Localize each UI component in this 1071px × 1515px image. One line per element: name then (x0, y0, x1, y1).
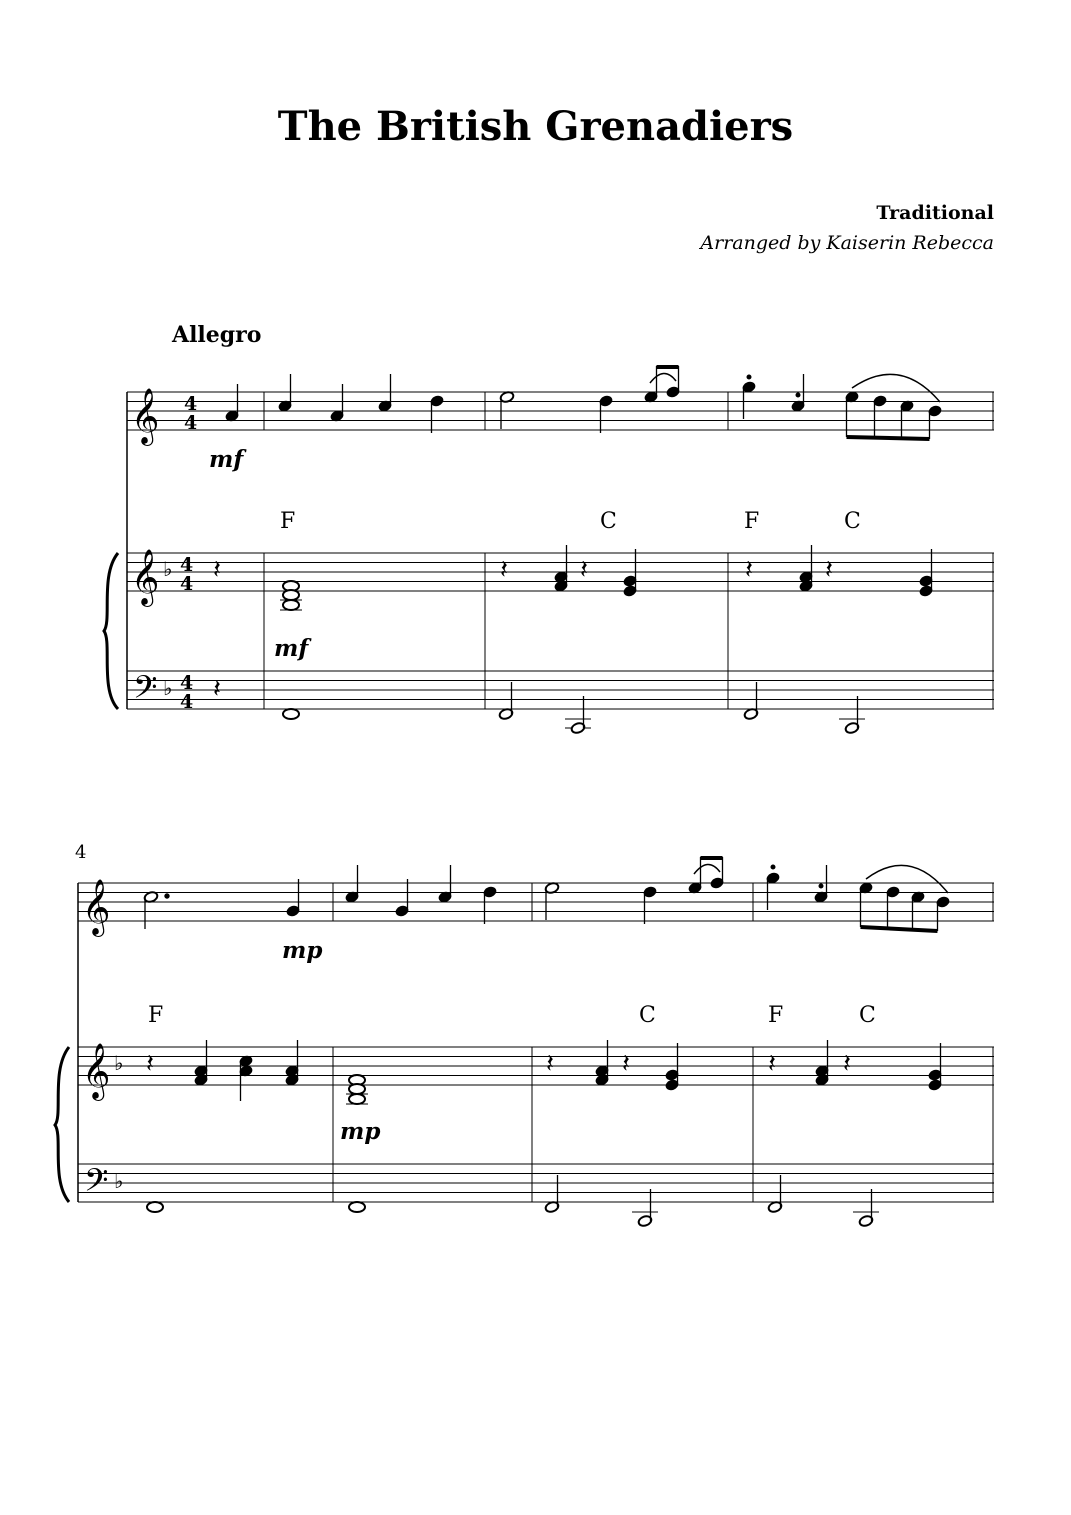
measure-number: 4 (75, 842, 87, 863)
flat-icon: ♭ (114, 1051, 124, 1075)
svg-text:𝄽: 𝄽 (825, 555, 833, 585)
melody-notes-2 (143, 857, 950, 931)
svg-text:𝄽: 𝄽 (843, 1049, 851, 1079)
piano-brace-1 (104, 553, 118, 709)
svg-text:𝄽: 𝄽 (745, 555, 753, 585)
piano-brace-2 (55, 1047, 69, 1202)
treble-clef-icon: 𝄞 (82, 1043, 111, 1099)
treble-clef-icon: 𝄞 (131, 549, 160, 605)
chord-symbol: C (600, 509, 617, 534)
svg-text:𝄽: 𝄽 (546, 1049, 554, 1079)
arranger-credit: Arranged by Kaiserin Rebecca (700, 232, 994, 254)
piano-treble-notes-1 (213, 545, 933, 610)
flat-icon: ♭ (163, 557, 173, 581)
piano-treble-notes-2 (146, 1040, 942, 1104)
melody-staff-1 (127, 392, 994, 430)
time-sig-top: 4 (184, 393, 198, 415)
time-sig-bottom: 4 (180, 573, 194, 595)
melody-notes-1 (225, 366, 942, 439)
chord-symbol: F (280, 509, 296, 534)
time-sig-top: 4 (180, 672, 194, 694)
piano-bass-staff-1 (127, 671, 994, 709)
piano-bass-staff-2 (78, 1164, 994, 1202)
time-sig-top: 4 (180, 554, 194, 576)
piano-treble-staff-2 (78, 1047, 994, 1085)
treble-clef-icon: 𝄞 (131, 388, 160, 444)
flat-icon: ♭ (114, 1169, 124, 1193)
tempo-marking: Allegro (172, 322, 262, 348)
chord-symbol: C (844, 509, 861, 534)
svg-text:𝄽: 𝄽 (213, 674, 221, 704)
chord-symbol: F (744, 509, 760, 534)
system-2 (78, 883, 994, 1202)
chord-symbol: C (859, 1003, 876, 1028)
page-title: The British Grenadiers (277, 103, 794, 150)
treble-clef-icon: 𝄞 (82, 879, 111, 935)
dynamic-marking: mf (209, 446, 244, 473)
svg-text:𝄽: 𝄽 (768, 1049, 776, 1079)
piano-bass-notes-1 (213, 674, 865, 734)
svg-text:𝄽: 𝄽 (580, 555, 588, 585)
dynamic-marking: mf (274, 635, 309, 662)
flat-icon: ♭ (163, 676, 173, 700)
dynamic-marking: mp (282, 937, 323, 964)
time-sig-bottom: 4 (180, 691, 194, 713)
system-1 (127, 392, 994, 709)
chord-symbol: F (768, 1003, 784, 1028)
chord-symbol: F (148, 1003, 164, 1028)
bass-clef-icon: 𝄢 (133, 669, 158, 713)
melody-staff-2 (78, 883, 994, 921)
composer-credit: Traditional (876, 202, 994, 224)
svg-text:𝄽: 𝄽 (146, 1049, 154, 1079)
quarter-rest-icon: 𝄽 (213, 555, 221, 585)
time-sig-bottom: 4 (184, 412, 198, 434)
svg-text:𝄽: 𝄽 (500, 555, 508, 585)
svg-text:𝄽: 𝄽 (622, 1049, 630, 1079)
bass-clef-icon: 𝄢 (84, 1162, 109, 1206)
dynamic-marking: mp (340, 1118, 381, 1145)
chord-symbol: C (639, 1003, 656, 1028)
